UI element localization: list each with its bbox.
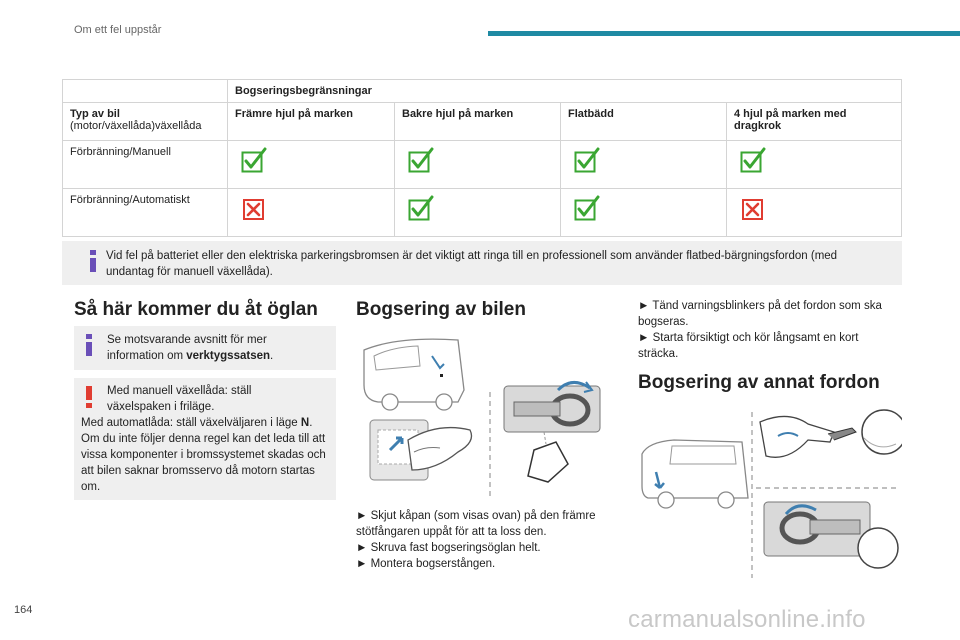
status-cell: [561, 141, 727, 189]
status-cell: [228, 141, 395, 189]
status-cell: [727, 189, 902, 237]
tow-eye-illustration-detail: [504, 382, 600, 482]
check-icon: [408, 195, 434, 221]
step-text: ► Skruva fast bogseringsöglan helt.: [356, 542, 541, 554]
watermark: carmanualsonline.info: [628, 606, 866, 633]
check-icon: [574, 195, 600, 221]
check-icon: [408, 147, 434, 173]
step-text: ► Starta försiktigt och kör långsamt en kort sträcka.: [638, 332, 859, 360]
van-rear-illustration: [642, 440, 748, 508]
row-label: Förbränning/Manuell: [63, 141, 228, 189]
section-title-tow-vehicle: Bogsering av bilen: [356, 299, 526, 320]
status-cell: [395, 189, 561, 237]
column-header: Bakre hjul på marken: [395, 103, 561, 141]
row-label: Förbränning/Automatiskt: [63, 189, 228, 237]
warning-text-rest: Med automatlåda: ställ växelväljaren i läge N. Om du inte följer denna regel kan det leda till att vissa komponenter i bromssystemet skadas och att bilen saknar bromsservo då motorn startas om.: [81, 417, 326, 493]
warning-icon: [86, 386, 92, 408]
status-cell: [561, 189, 727, 237]
hand-key-illustration: [760, 410, 902, 457]
warning-line-1: Med manuell växellåda: ställ växelspaken i friläge.: [107, 385, 252, 413]
table-row: [63, 141, 902, 189]
towing-restrictions-table: [62, 79, 902, 237]
vehicle-type-sublabel: (motor/växellåda)växellåda: [70, 120, 202, 132]
table-corner-cell: [63, 80, 228, 103]
rear-tow-eye-illustration: [764, 502, 898, 568]
status-cell: [395, 141, 561, 189]
step-text: ► Montera bogserstången.: [356, 558, 496, 570]
step-text: ► Skjut kåpan (som visas ovan) på den främre stötfångaren uppåt för att ta loss den.: [356, 510, 596, 538]
info-icon: [86, 334, 92, 356]
tow-eye-illustration: [358, 330, 610, 500]
info-note-text: Vid fel på batteriet eller den elektriska parkeringsbromsen är det viktigt att ringa till en professionell som använder flatbed-bärgningsfordon (med undantag för manuell växellåda).: [106, 250, 838, 278]
table-group-title: Bogseringsbegränsningar: [228, 80, 902, 103]
tow-other-vehicle-illustration: [638, 402, 902, 582]
warning-box: [74, 378, 336, 500]
section-title-access-eye: Så här kommer du åt öglan: [74, 299, 318, 320]
cross-icon: [241, 195, 267, 221]
header-accent-bar: [488, 31, 960, 36]
hand-cover-illustration: [370, 420, 472, 480]
section-title-tow-other: Bogsering av annat fordon: [638, 372, 880, 393]
warning-line-3: Om du inte följer denna regel kan det leda till att vissa komponenter i bromssystemet skadas och att bilen saknar bromsservo då motorn startas om.: [81, 433, 326, 493]
page-number: 164: [14, 604, 33, 616]
info-box: [74, 326, 336, 370]
section-header: Om ett fel uppstår: [74, 24, 162, 36]
info-box-text: Se motsvarande avsnitt för mer information om verktygssatsen.: [107, 334, 274, 362]
status-cell: [228, 189, 395, 237]
van-front-illustration: [364, 339, 464, 410]
table-row: [63, 189, 902, 237]
check-icon: [740, 147, 766, 173]
column-header: Flatbädd: [561, 103, 727, 141]
info-note: [62, 241, 902, 285]
check-icon: [574, 147, 600, 173]
vehicle-type-label: Typ av bil: [70, 108, 120, 120]
status-cell: [727, 141, 902, 189]
step-text: ► Tänd varningsblinkers på det fordon som ska bogseras.: [638, 300, 882, 328]
column-header: Främre hjul på marken: [228, 103, 395, 141]
cross-icon: [740, 195, 766, 221]
check-icon: [241, 147, 267, 173]
tool-kit-ref: verktygssatsen: [186, 350, 271, 362]
info-icon: [90, 250, 96, 272]
column-header: 4 hjul på marken med dragkrok: [727, 103, 902, 141]
vehicle-type-header: [63, 103, 228, 141]
